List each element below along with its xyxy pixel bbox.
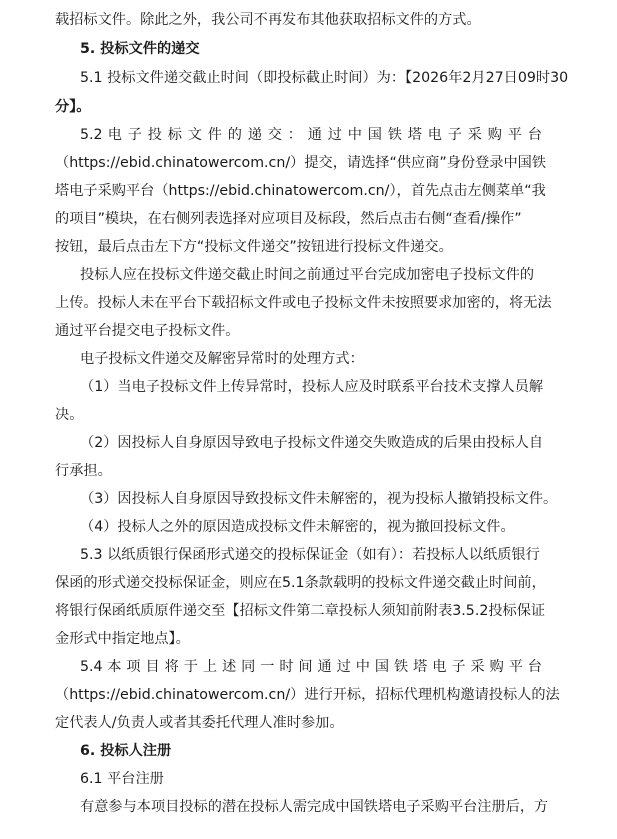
text-line: 5.1 投标文件递交截止时间（即投标截止时间）为：【2026年2月27日09时30 <box>80 70 569 86</box>
text-line: 将银行保函纸质原件递交至【招标文件第二章投标人须知前附表3.5.2投标保证 <box>55 603 546 619</box>
text-line: 塔电子采购平台（https://ebid.chinatowercom.cn/），首先点击左侧菜单“我 <box>55 183 546 199</box>
section-heading-5: 5. 投标文件的递交 <box>80 41 200 57</box>
text-line: 按钮，最后点击左下方“投标文件递交”按钮进行投标文件递交。 <box>55 239 453 255</box>
text-line: （https://ebid.chinatowercom.cn/）提交，请选择“供应商”身份登录中国铁 <box>55 155 547 171</box>
text-line: （https://ebid.chinatowercom.cn/）进行开标，招标代理机构邀请投标人的法 <box>55 687 560 703</box>
text-line: 5.2 电 子 投 标 文 件 的 递 交 ： 通 过 中 国 铁 塔 电 子 采 购 平 台 <box>80 127 542 143</box>
section-heading-6: 6. 投标人注册 <box>80 743 172 759</box>
text-line: 上传。投标人未在平台下载招标文件或电子投标文件未按照要求加密的，将无法 <box>55 295 552 311</box>
text-line: 决。 <box>55 407 84 423</box>
text-line: 有意参与本项目投标的潜在投标人需完成中国铁塔电子采购平台注册后，方 <box>80 799 549 815</box>
text-line: 金形式中指定地点】。 <box>55 631 190 647</box>
text-line: （2）因投标人自身原因导致电子投标文件递交失败造成的后果由投标人自 <box>80 435 544 451</box>
text-line: （3）因投标人自身原因导致投标文件未解密的，视为投标人撤销投标文件。 <box>80 491 558 507</box>
text-line: 行承担。 <box>55 463 112 479</box>
text-line: 保函的形式递交投标保证金，则应在5.1条款载明的投标文件递交截止时间前， <box>55 575 546 591</box>
text-line: 5.4 本 项 目 将 于 上 述 同 一 时 间 通 过 中 国 铁 塔 电 子 采 购 平 台 <box>80 659 542 675</box>
text-line: 分】。 <box>55 99 91 115</box>
text-line: 5.3 以纸质银行保函形式递交的投标保证金（如有）：若投标人以纸质银行 <box>80 547 540 563</box>
text-line: 定代表人/负责人或者其委托代理人准时参加。 <box>55 715 344 731</box>
text-line: （4）投标人之外的原因造成投标文件未解密的，视为撤回投标文件。 <box>80 519 515 535</box>
text-line: 载招标文件。除此之外，我公司不再发布其他获取招标文件的方式。 <box>55 12 481 28</box>
text-line: （1）当电子投标文件上传异常时，投标人应及时联系平台技术支撑人员解 <box>80 379 544 395</box>
text-line: 通过平台提交电子投标文件。 <box>55 323 240 339</box>
text-line: 投标人应在投标文件递交截止时间之前通过平台完成加密电子投标文件的 <box>80 267 535 283</box>
subsection-heading-6-1: 6.1 平台注册 <box>80 771 164 787</box>
text-line: 的项目”模块，在右侧列表选择对应项目及标段，然后点击右侧“查看/操作” <box>55 211 522 227</box>
text-line: 电子投标文件递交及解密异常时的处理方式： <box>80 351 364 367</box>
